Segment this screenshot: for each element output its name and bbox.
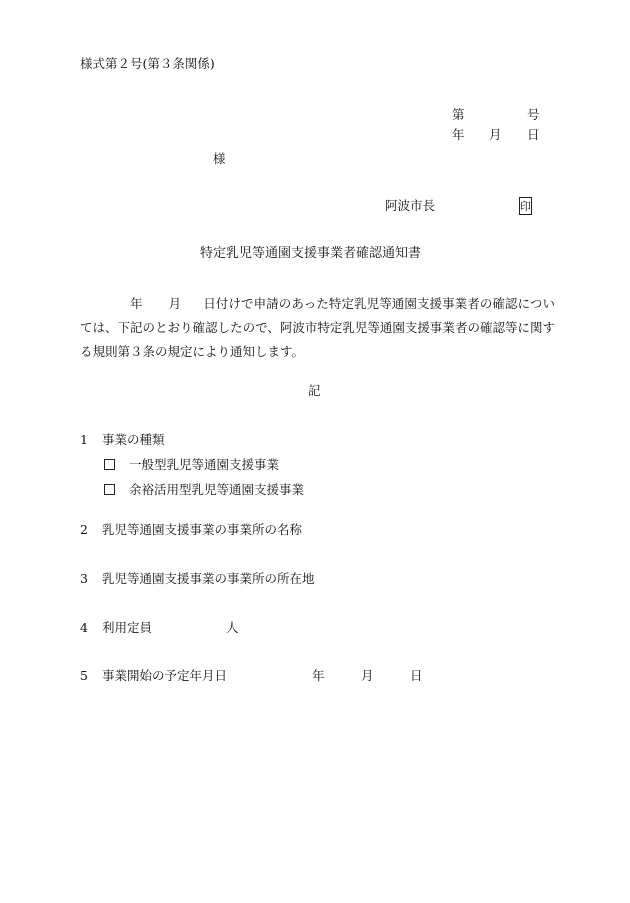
body-text: 日付けで申請のあった特定乳児等通園支援事業者の確認については、下記のとおり確認したので、阿波市特定乳児等通園支援事業者の確認等に関する規則第３条の規定により通知します。 [80, 296, 555, 359]
item3-label: 乳児等通園支援事業の事業所の所在地 [102, 571, 315, 586]
item2-number: 2 [80, 522, 88, 537]
item5-number: 5 [80, 668, 88, 683]
item1-label: 事業の種類 [102, 432, 165, 447]
body-paragraph [80, 292, 555, 364]
seal-mark: 印 [519, 197, 532, 215]
doc-number-suffix: 号 [527, 107, 540, 122]
item2-label: 乳児等通園支援事業の事業所の名称 [102, 522, 303, 537]
item1-option-general [104, 459, 279, 472]
date-header-day: 日 [527, 127, 540, 142]
item5-label: 事業開始の予定年月日 [102, 668, 228, 683]
body-month: 月 [168, 296, 182, 311]
addressee-suffix: 様 [213, 151, 226, 166]
item5-year: 年 [312, 668, 325, 683]
issuer: 阿波市長 [385, 198, 436, 213]
document-title: 特定乳児等通園支援事業者確認通知書 [200, 246, 422, 261]
checkbox-general[interactable] [104, 459, 115, 470]
item1-option-general-label: 一般型乳児等通園支援事業 [129, 457, 280, 472]
body-year: 年 [130, 296, 143, 311]
item4-label: 利用定員 [102, 620, 153, 635]
item1-option-surplus [104, 484, 304, 497]
item4-number: 4 [80, 620, 88, 635]
date-header-month: 月 [489, 127, 502, 142]
date-header-year: 年 [452, 127, 465, 142]
doc-number-prefix: 第 [452, 107, 465, 122]
item5-month: 月 [361, 668, 374, 683]
item1-number: 1 [80, 432, 88, 447]
item3-number: 3 [80, 571, 88, 586]
item5-day: 日 [410, 668, 423, 683]
ki-heading: 記 [308, 383, 321, 398]
item1-option-surplus-label: 余裕活用型乳児等通園支援事業 [129, 482, 305, 497]
form-id: 様式第２号(第３条関係) [80, 56, 215, 71]
checkbox-surplus[interactable] [104, 484, 115, 495]
item4-unit: 人 [226, 620, 239, 635]
